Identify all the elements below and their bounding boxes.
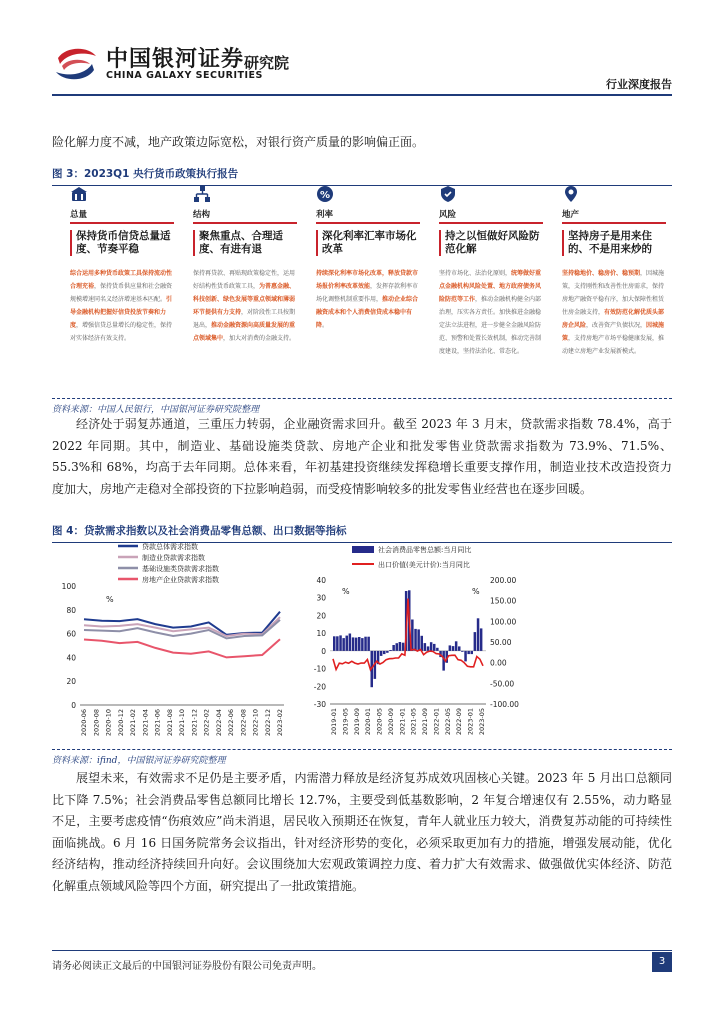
institute-label: 研究院	[244, 54, 290, 72]
x-tick-label: 2020-05	[375, 708, 384, 736]
policy-divider	[562, 222, 666, 224]
x-tick-label: 2022-02	[202, 709, 211, 737]
y-tick-label: 20	[66, 677, 76, 687]
shield-icon	[439, 185, 457, 203]
x-tick-label: 2021-05	[409, 708, 418, 736]
retail-export-chart	[300, 540, 672, 745]
y-right-tick-label: 200.00	[490, 576, 517, 585]
retail-bar	[474, 632, 477, 651]
y-left-tick-label: 10	[316, 629, 326, 639]
retail-bar	[349, 634, 352, 651]
y-left-tick-label: -20	[313, 682, 326, 692]
series-line	[84, 639, 280, 657]
retail-bar	[414, 629, 417, 651]
loan-demand-chart	[52, 540, 292, 745]
policy-category: 风险	[439, 210, 457, 220]
retail-bar	[480, 628, 483, 651]
policy-body: 坚持市场化、法治化原则，统筹做好重点金融机构风险处置、地方政府债务风险防范等工作，推动金融机构健全内部治理，压实各方责任。加快推进金融稳定法立法进程，进一步健全金融风险防范、预警和处置长效机制，推动完善制度建设，坚持法治化、常态化。	[439, 270, 542, 355]
legend-label: 房地产企业贷款需求指数	[142, 576, 219, 584]
x-tick-label: 2020-01	[364, 708, 373, 736]
x-tick-label: 2019-09	[352, 708, 361, 736]
retail-bar	[389, 650, 392, 651]
policy-divider	[316, 222, 420, 224]
retail-bar	[424, 643, 427, 651]
x-tick-label: 2022-04	[214, 709, 223, 737]
x-tick-label: 2021-08	[165, 709, 174, 737]
retail-bar	[430, 642, 433, 651]
y-tick-label: 60	[66, 629, 76, 639]
x-tick-label: 2022-08	[239, 709, 248, 737]
retail-bar	[367, 637, 370, 651]
y-left-tick-label: -30	[313, 700, 326, 709]
bank-icon	[70, 185, 88, 203]
x-tick-label: 2020-10	[104, 709, 113, 737]
legend-label: 基础设施类贷款需求指数	[142, 565, 219, 573]
retail-bar	[396, 643, 399, 651]
retail-bar	[358, 637, 361, 651]
retail-bar	[458, 646, 461, 650]
y-left-tick-label: 30	[316, 593, 326, 603]
brand-name-en: CHINA GALAXY SECURITIES	[106, 70, 263, 81]
x-tick-label: 2020-09	[386, 708, 395, 736]
retail-bar	[477, 618, 480, 651]
location-icon	[562, 185, 580, 203]
retail-bar	[427, 646, 430, 650]
y-tick-label: 0	[71, 701, 76, 710]
retail-bar	[364, 637, 367, 651]
figure-4-title: 图 4：贷款需求指数以及社会消费品零售总额、出口数据等指标	[52, 523, 672, 543]
x-tick-label: 2022-10	[251, 709, 260, 737]
legend-label: 贷款总体需求指数	[142, 543, 198, 551]
y-tick-label: 40	[66, 653, 76, 663]
retail-bar	[386, 651, 389, 653]
retail-bar	[333, 636, 336, 651]
policy-heading: 聚焦重点、合理适度、有进有退	[193, 230, 297, 256]
page-header	[0, 0, 724, 95]
x-tick-label: 2020-12	[116, 709, 125, 737]
retail-bar	[361, 638, 364, 651]
policy-body: 坚持稳地价、稳房价、稳预期，因城施策，支持刚性和改善性住房需求，保持房地产融资平稳有序，加大保障性租赁住房金融支持，有效防范化解优质头部房企风险，改善资产负债状况，因城施策，支持房地产市场平稳健康发展，推动建立房地产业发展新模式。	[562, 270, 665, 355]
retail-bar	[452, 646, 455, 651]
retail-bar	[461, 651, 464, 652]
policy-category: 总量	[70, 210, 88, 220]
svg-text:%: %	[319, 190, 331, 201]
retail-bar	[380, 651, 383, 656]
legend-label: 社会消费品零售总额:当月同比	[378, 546, 472, 554]
x-tick-label: 2021-12	[190, 709, 199, 737]
policy-divider	[193, 222, 297, 224]
x-tick-label: 2021-06	[153, 709, 162, 737]
x-tick-label: 2021-10	[178, 709, 186, 737]
brand-name-cn: 中国银河证券	[106, 47, 245, 72]
y-right-tick-label: 50.00	[490, 638, 512, 647]
x-tick-label: 2022-05	[443, 708, 452, 736]
retail-bar	[436, 648, 439, 651]
policy-body: 综合运用多种货币政策工具保持流动性合理充裕，保持货币供应量和社会融资规模增速同名义经济增速基本匹配。引导金融机构把握好信贷投放节奏和力度，增强信贷总量增长的稳定性，保持对实体经济有效支持。	[70, 270, 173, 342]
retail-bar	[455, 641, 458, 651]
x-tick-label: 2021-01	[398, 708, 407, 736]
structure-icon	[193, 185, 211, 203]
legend-label: 出口价值(美元计价):当月同比	[378, 561, 470, 569]
retail-bar	[392, 645, 395, 651]
x-tick-label: 2022-09	[455, 708, 464, 736]
figure-4-source: 资料来源：ifind，中国银河证券研究院整理	[52, 749, 672, 766]
retail-bar	[346, 636, 349, 651]
policy-body: 持续深化利率市场化改革，释放贷款市场报价利率改革效能，发挥存款利率市场化调整机制重要作用，推动企业综合融资成本和个人消费信贷成本稳中有降。	[316, 270, 419, 329]
y-right-tick-label: 100.00	[490, 617, 517, 627]
policy-category: 利率	[316, 210, 334, 220]
retail-bar	[471, 651, 474, 654]
x-tick-label: 2022-06	[227, 709, 235, 737]
x-tick-label: 2023-01	[466, 708, 475, 736]
retail-bar	[383, 651, 386, 654]
y-right-tick-label: -50.00	[490, 679, 515, 689]
header-divider	[52, 94, 672, 96]
retail-bar	[433, 644, 436, 651]
retail-bar	[467, 651, 470, 654]
policy-body: 保持再贷款、再贴现政策稳定性，运用好结构性货币政策工具，为普惠金融、科技创新、绿色发展等重点领域和薄弱环节提供有力支持，对阶段性工具按期退出，推动金融资源向高质量发展的重点领域集中，加大对消费的金融支持。	[193, 270, 296, 342]
policy-figure	[70, 185, 670, 390]
galaxy-logo-icon	[52, 44, 100, 84]
footer-divider	[52, 950, 672, 951]
y-right-unit-label: %	[472, 587, 480, 596]
y-right-tick-label: 0.00	[490, 658, 507, 668]
policy-column	[562, 185, 666, 390]
y-left-tick-label: 40	[316, 576, 326, 585]
figure-3-title: 图 3：2023Q1 央行货币政策执行报告	[52, 166, 672, 186]
x-tick-label: 2019-05	[341, 708, 350, 736]
policy-column	[70, 185, 174, 390]
y-left-tick-label: 0	[321, 646, 326, 656]
y-right-tick-label: 150.00	[490, 596, 517, 606]
policy-divider	[70, 222, 174, 224]
x-tick-label: 2022-01	[432, 708, 441, 736]
y-unit-label: %	[106, 595, 114, 604]
retail-bar	[464, 651, 467, 662]
intro-paragraph: 险化解力度不减，地产政策边际宽松，对银行资产质量的影响偏正面。	[52, 135, 425, 149]
figure-3-source: 资料来源：中国人民银行，中国银河证券研究院整理	[52, 398, 672, 415]
policy-category: 结构	[193, 210, 211, 220]
y-tick-label: 100	[61, 582, 76, 591]
y-left-tick-label: 20	[316, 611, 326, 621]
retail-bar	[342, 638, 345, 651]
retail-bar	[339, 635, 342, 650]
y-tick-label: 80	[66, 605, 76, 615]
retail-bar	[352, 637, 355, 651]
x-tick-label: 2020-06	[80, 709, 88, 737]
policy-column	[316, 185, 420, 390]
retail-bar	[449, 645, 452, 651]
retail-bar	[355, 638, 358, 651]
x-tick-label: 2023-02	[276, 709, 284, 737]
y-left-unit-label: %	[342, 587, 350, 596]
policy-heading: 深化利率汇率市场化改革	[316, 230, 420, 256]
disclaimer-text: 请务必阅读正文最后的中国银河证券股份有限公司免责声明。	[52, 961, 322, 972]
policy-divider	[439, 222, 543, 224]
policy-column	[193, 185, 297, 390]
x-tick-label: 2019-01	[330, 708, 338, 736]
policy-heading: 坚持房子是用来住的、不是用来炒的	[562, 230, 666, 256]
legend-label: 制造业贷款需求指数	[142, 554, 205, 562]
retail-bar	[402, 643, 405, 651]
body-paragraph-1: 经济处于弱复苏通道，三重压力转弱，企业融资需求回升。截至 2023 年 3 月末，贷款需求指数 78.4%，高于 2022 年同期。其中，制造业、基础设施类贷款、房地产企业和批发零售业贷款需求指数为 73.9%、71.5%、55.3%和 68%，均高于去年同期。总体来看，年初基建投资继续发挥稳增长重要支撑作用，制造业技术改造投资力度加大，房地产走稳对全部投资的下拉影响趋弱，而受疫情影响较多的批发零售业经营也在逐步回暖。	[52, 417, 672, 496]
policy-heading: 保持货币信贷总量适度、节奏平稳	[70, 230, 174, 256]
retail-bar	[417, 629, 420, 650]
x-tick-label: 2020-08	[92, 709, 101, 737]
percent-icon	[316, 185, 334, 203]
body-paragraph-2: 展望未来，有效需求不足仍是主要矛盾，内需潜力释放是经济复苏成效巩固核心关键。2023 年 5 月出口总额同比下降 7.5%；社会消费品零售总额同比增长 12.7%，主要受到低基数影响，2 年复合增速仅有 2.55%，动力略显不足，主要考虑疫情“伤痕效应”尚未消退，居民收入预期还在恢复，青年人就业压力较大，消费复苏动能的可持续性面临挑战。6 月 16 日国务院常务会议指出，针对经济形势的变化，必须采取更加有力的措施，增强发展动能，优化经济结构，推动经济持续回升向好。会议围绕加大宏观政策调控力度、着力扩大有效需求、做强做优实体经济、防范化解重点领域风险等四个方面，研究提出了一批政策措施。	[52, 771, 672, 893]
retail-bar	[399, 642, 402, 651]
page-number: 3	[652, 952, 672, 972]
x-tick-label: 2021-04	[141, 709, 150, 737]
policy-column	[439, 185, 543, 390]
retail-bar	[336, 636, 339, 651]
x-tick-label: 2022-12	[263, 709, 272, 737]
policy-category: 地产	[562, 210, 580, 220]
y-left-tick-label: -10	[313, 664, 326, 674]
x-tick-label: 2021-09	[421, 708, 430, 736]
policy-heading: 持之以恒做好风险防范化解	[439, 230, 543, 256]
report-type-label: 行业深度报告	[606, 78, 672, 91]
x-tick-label: 2023-05	[478, 708, 486, 736]
series-line	[84, 620, 280, 639]
y-right-tick-label: -100.00	[490, 700, 519, 709]
legend-swatch	[352, 546, 374, 553]
x-tick-label: 2021-02	[129, 709, 137, 737]
